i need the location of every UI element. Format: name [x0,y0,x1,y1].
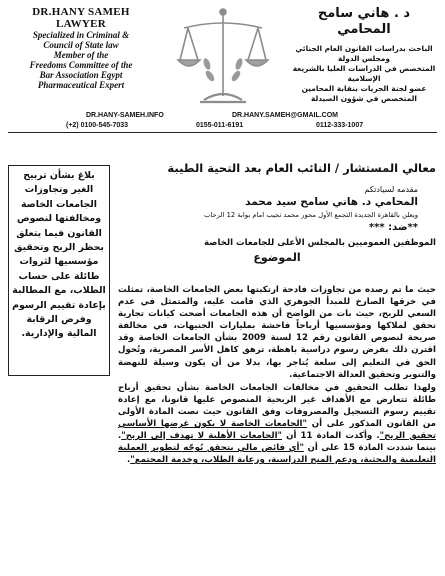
email-link[interactable]: DR.HANY.SAMEH@GMAIL.COM [232,112,338,119]
quoted-article-15: "أي فائض مالي يتحقق يُوجّه لتطوير العملية التعليمية والبحثية، ودعم المنح الدراسية، ورعاية الطلاب، وخدمة المجتمع" [118,443,436,466]
lawyer-title-en: LAWYER [55,18,107,30]
quoted-article-11: "الجامعات الأهلية لا تهدف إلى الربح" [121,431,282,442]
document-title: معالي المستشار / النائب العام بعد التحية الطيبة [167,161,436,175]
document-body [118,284,436,467]
lawyer-name: المحامي د. هاني سامح سيد محمد [245,196,418,208]
credential-line-ar: المتخصص في شؤون الصيدلة [311,94,417,103]
credential-line: Pharmaceutical Expert [37,80,125,90]
phone-number: (+2) 0100-545-7033 [66,122,129,129]
lawyer-title-ar: المحامي [337,22,391,37]
credential-line: Specialized in Criminal & [32,30,130,40]
summary-box: بلاغ بشأن تربيح الغير وتجاوزات الجامعات الخاصة ومخالفتها لنصوص القانون فيما يتعلق بحظر الربح وتحقيق مؤسسيها لثروات طائلة على حساب الطلاب، مع المطالبة بإعادة تقييم الرسوم وفرض الرقابة المالية والإدارية. [8,165,110,376]
credential-line-ar: ومجلس الدولة [338,54,390,63]
lawyer-name-ar: د . هاني سامح [317,6,411,21]
credential-line-ar: الباحث بدراسات القانون العام الجنائي [295,44,433,53]
quoted-article-1: "الجامعات الخاصة لا يكون غرضها الأساسي تحقيق الربح" [118,419,437,442]
credential-line: Bar Association Egypt [39,70,123,80]
body-paragraph: ولهذا تطلب التحقيق في مخالفات الجامعات الخاصة بشأن تحقيق أرباح طائلة تتعارض مع الأهداف غير الربحية المنصوص عليها قانونا، مع إعادة تقييم رسوم التسجيل والمصروفات وفق القانون حيث نصت المادة الأولى من القانون المذكور على أن "الجامعات الخاصة لا يكون غرضها الأساسي تحقيق الربح". وأكدت المادة 11 أن "الجامعات الأهلية لا تهدف إلى الربح". بينما شددت المادة 15 على أن "أي فائض مالي يتحقق يُوجّه لتطوير العملية التعليمية والبحثية، ودعم المنح الدراسية، ورعاية الطلاب، وخدمة المجتمع". [118,382,437,466]
submitted-by: مقدمه لسيادتكم [364,185,418,194]
address-line: ويعلن بالقاهرة الجديدة التجمع الأول محور محمد نجيب امام بوابة 12 الرحاب [204,211,418,219]
phone-number: 0112-333-1007 [316,122,364,129]
letterhead-english [6,6,156,90]
credential-line-ar: عضو لجنة الحريات بنقابة المحامين [301,84,427,93]
scales-of-justice-icon [174,4,272,108]
defendants: الموظفين العموميين بالمجلس الأعلى للجامعات الخاصة [203,238,436,248]
website-link[interactable]: DR.HANY-SAMEH.INFO [86,112,164,119]
header-divider [8,132,437,133]
subject-heading: الموضوع [253,251,301,264]
credential-line: Freedoms Committee of the [29,60,133,70]
against-label: **ضد: *** [368,222,418,233]
body-paragraph: حيث ما تم رصده من تجاوزات فادحة ارتكبتها بعض الجامعات الخاصة، تمثلت في خرقها الصارخ للمبدأ الجوهري الذي قامت عليه، والمتمثل في عدم السعي للربح، حيث بات من الواضح أن هذه الجامعات أضحت كيانات تجارية تحقق لملاكها ومؤسسيها أرباحاً فاحشة بمليارات الجنيهات، في مخالفة صريحة لنصوص القانون رقم 12 لسنة 2009 بشأن الجامعات الخاصة وقد اقترن ذلك بفرض رسوم دراسية باهظة، ترهق كاهل الأسر المصرية، وتُحول الحق في التعليم إلى سلعة يُتاجر بها، بدلا من أن يكون وسيلة للنهضة والتنوير وتحقيق العدالة الاجتماعية. [118,285,437,380]
phone-number: 0155-011-6191 [196,122,244,129]
credential-line-ar: المتخصص في الدراسات العليا بالشريعة الإسلامية [292,64,436,83]
credential-line: Council of State law [43,40,119,50]
lawyer-name-en: DR.HANY SAMEH [32,6,130,18]
letterhead-arabic [289,6,439,104]
credential-line: Member of the [53,50,109,60]
